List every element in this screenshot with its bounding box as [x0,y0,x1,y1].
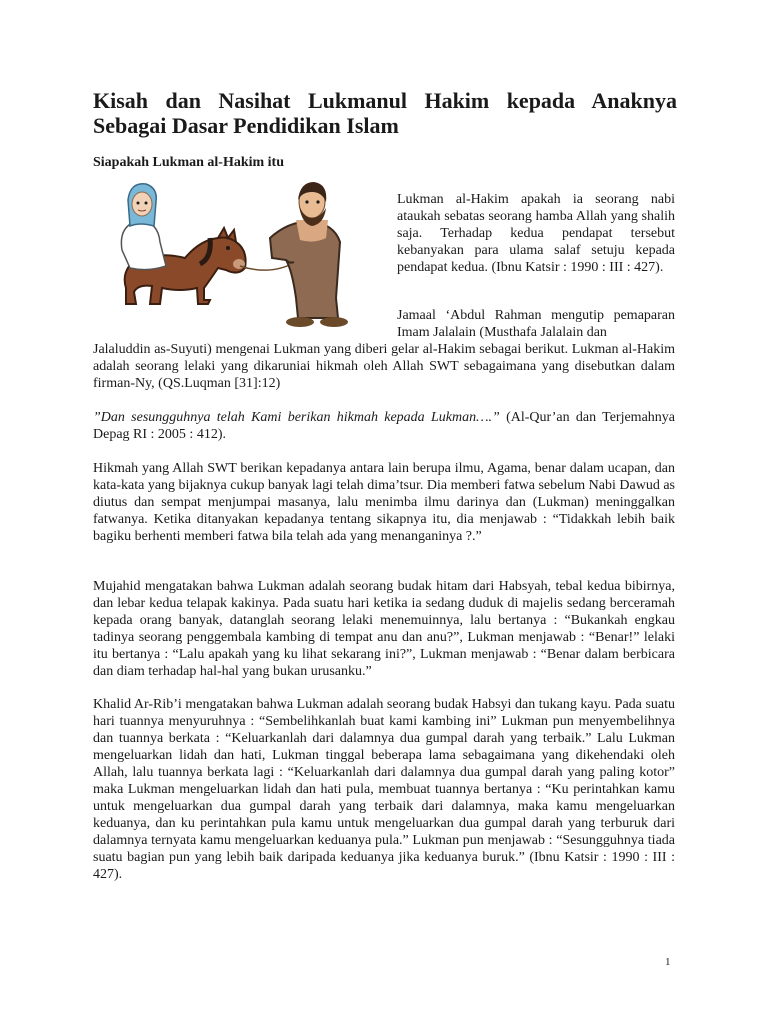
document-title: Kisah dan Nasihat Lukmanul Hakim kepada Anaknya Sebagai Dasar Pendidikan Islam [93,88,677,138]
side-paragraph-2: Jamaal ‘Abdul Rahman mengutip pemaparan Imam Jalalain (Musthafa Jalalain dan [397,308,675,340]
rider-figure [121,184,166,270]
paragraph-4: Mujahid mengatakan bahwa Lukman adalah seorang budak hitam dari Habsyah, tebal kedua bibirnya, dan lebar kedua telapak kakinya. Pada suatu hari ketika ia sedang duduk di majelis sedang berceramah kepada orang banyak, datanglah seorang lelaki menemuinnya, lalu bertanya : “Bukankah engkau tadinya seorang penggembala kambing di tempat anu dan anu?”, Lukman menjawab : “Benar!” lelaki itu bertanya : “Lalu apakah yang ku lihat sekarang ini?”, Lukman menjawab : “Benar dalam berbicara dan diam terhadap hal-hal yang bukan urusanku.” [93,579,675,679]
paragraph-5: Khalid Ar-Rib’i mengatakan bahwa Lukman adalah seorang budak Habsyi dan tukang kayu. Pada suatu hari tuannya menyuruhnya : “Sembelihkanlah buat kami kambing ini” Lukman pun menyembelihnya dan tuannya berkata : “Keluarkanlah dari dalamnya dua gumpal darah yang terbaik.” Lalu Lukman mengeluarkan lidah dan hati, Lukman tinggal beberapa lama sebagaimana yang dikehendaki oleh Allah, lalu tuannya berkata lagi : “Keluarkanlah dari dalamnya dua gumpal darah yang paling kotor” maka Lukman mengeluarkan lidah dan hati pula, membuat tuannya bertanya : “Ku perintahkan kamu untuk mengeluarkan dua gumpal darah yang terbaik dari dalamnya, maka kamu mengeluarkan keduanya, dan ku perintahkan pula kamu untuk mengeluarkan dua gumpal darah yang terburuk dari dalamnya ternyata kamu mengeluarkan keduanya pula.” Lukman pun menjawab : “Sesungguhnya tiada suatu bagian pun yang lebih baik daripada keduanya jika keduanya buruk.” (Ibnu Katsir : 1990 : III : 427). [93,697,675,882]
quote-paragraph [93,409,675,443]
paragraph-2-continued: Jalaluddin as-Suyuti) mengenai Lukman yang diberi gelar al-Hakim sebagai berikut. Lukman al-Hakim adalah seorang lelaki yang dikaruniai hikmah oleh Allah SWT sebagaimana yang disebutkan dalam firman-Ny, (QS.Luqman [31]:12) [93,342,675,391]
page-number: 1 [665,956,671,968]
paragraph-3: Hikmah yang Allah SWT berikan kepadanya antara lain berupa ilmu, Agama, benar dalam ucapan, dan kata-kata yang bijaknya cukup banyak lagi telah dima’tsur. Dia memberi fatwa sebelum Nabi Dawud as diutus dan sempat menjumpai masanya, lalu menimba ilmu darinya dan (Lukman) meninggalkan fatwanya. Ketika ditanyakan kepadanya tentang sikapnya itu, dia menjawab : “Tidakkah lebih baik bagiku berhenti memberi fatwa bila telah ada yang menanganinya ?.” [93,461,675,544]
lukman-with-donkey-icon [100,180,380,330]
section-heading: Siapakah Lukman al-Hakim itu [93,155,285,170]
side-paragraph-1: Lukman al-Hakim apakah ia seorang nabi ataukah sebatas seorang hamba Allah yang shalih saja. Terhadap kedua pendapat tersebut kebanyakan para ulama salaf setuju kepada pendapat kedua. (Ibnu Katsir : 1990 : III : 427). [397,192,675,275]
quote-source: (Al-Qur’an dan Terjemahnya Depag RI : 2005 : 412). [93,410,675,442]
quran-quote: ”Dan sesungguhnya telah Kami berikan hikmah kepada Lukman….” [93,410,500,425]
walking-man-figure [270,182,348,327]
